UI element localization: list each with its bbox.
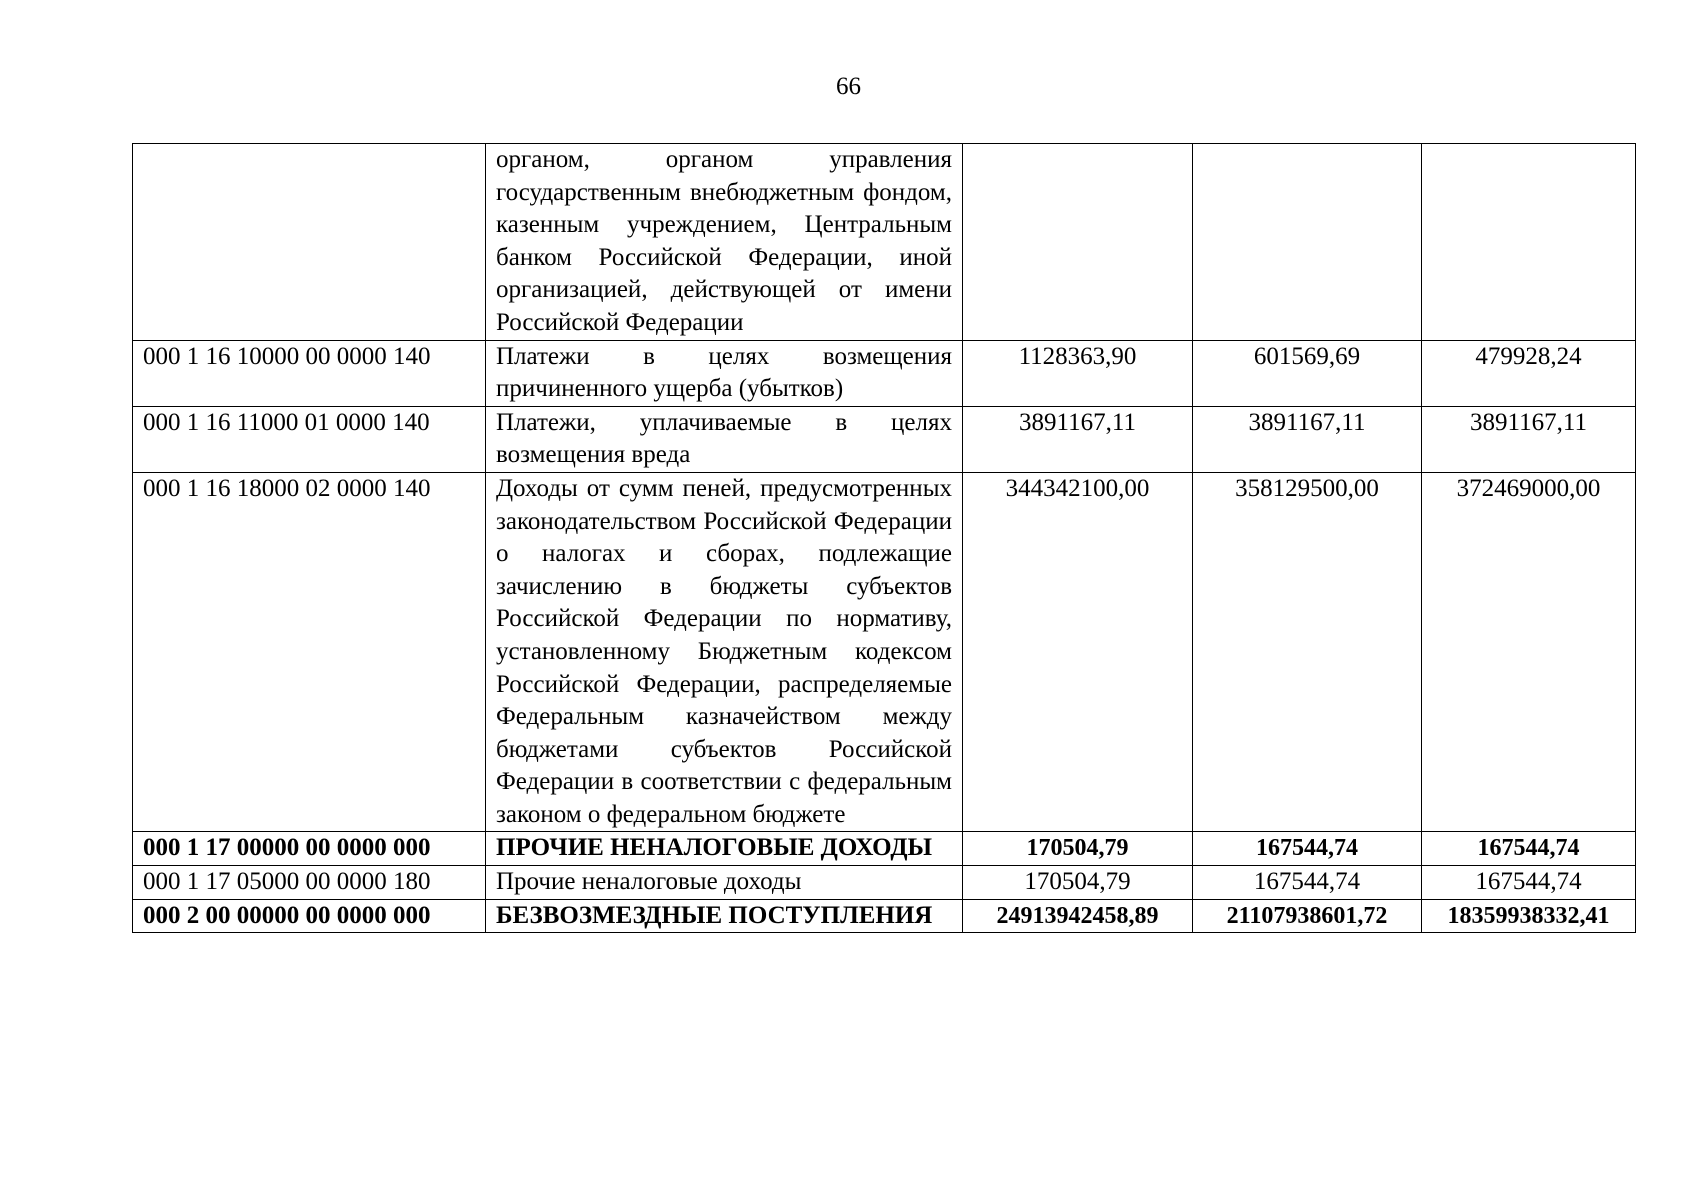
amount-year3-cell: 167544,74 bbox=[1422, 866, 1636, 900]
table-row bbox=[133, 144, 1636, 341]
amount-year1-cell: 170504,79 bbox=[963, 832, 1193, 866]
amount-year3-cell bbox=[1422, 144, 1636, 341]
table-row bbox=[133, 472, 1636, 832]
amount-year3-cell: 3891167,11 bbox=[1422, 406, 1636, 472]
amount-year3-cell: 18359938332,41 bbox=[1422, 899, 1636, 933]
amount-year3-cell: 372469000,00 bbox=[1422, 472, 1636, 832]
table-row bbox=[133, 406, 1636, 472]
amount-year1-cell: 24913942458,89 bbox=[963, 899, 1193, 933]
amount-year2-cell: 167544,74 bbox=[1193, 866, 1422, 900]
revenue-name-cell: Доходы от сумм пеней, предусмотренных законодательством Российской Федерации о налогах и сборах, подлежащие зачислению в бюджеты субъектов Российской Федерации по нормативу, установленному Бюджетным кодексом Российской Федерации, распределяемые Федеральным казначейством между бюджетами субъектов Российской Федерации в соответствии с федеральным законом о федеральном бюджете bbox=[486, 472, 963, 832]
revenue-name-cell: БЕЗВОЗМЕЗДНЫЕ ПОСТУПЛЕНИЯ bbox=[486, 899, 963, 933]
amount-year1-cell: 1128363,90 bbox=[963, 340, 1193, 406]
page-number: 66 bbox=[836, 73, 861, 100]
amount-year3-cell: 167544,74 bbox=[1422, 832, 1636, 866]
amount-year1-cell: 170504,79 bbox=[963, 866, 1193, 900]
budget-code-cell: 000 1 16 10000 00 0000 140 bbox=[133, 340, 486, 406]
revenue-name-cell: Прочие неналоговые доходы bbox=[486, 866, 963, 900]
revenue-name-cell: органом, органом управления государственным внебюджетным фондом, казенным учреждением, Центральным банком Российской Федерации, иной организацией, действующей от имени Российской Федерации bbox=[486, 144, 963, 341]
table-row-section-total bbox=[133, 899, 1636, 933]
amount-year2-cell: 167544,74 bbox=[1193, 832, 1422, 866]
amount-year1-cell: 344342100,00 bbox=[963, 472, 1193, 832]
amount-year3-cell: 479928,24 bbox=[1422, 340, 1636, 406]
table-row bbox=[133, 340, 1636, 406]
amount-year2-cell: 21107938601,72 bbox=[1193, 899, 1422, 933]
table-row bbox=[133, 866, 1636, 900]
budget-code-cell bbox=[133, 144, 486, 341]
amount-year2-cell: 358129500,00 bbox=[1193, 472, 1422, 832]
budget-code-cell: 000 1 16 18000 02 0000 140 bbox=[133, 472, 486, 832]
revenue-table bbox=[132, 143, 1636, 933]
revenue-name-cell: ПРОЧИЕ НЕНАЛОГОВЫЕ ДОХОДЫ bbox=[486, 832, 963, 866]
amount-year1-cell bbox=[963, 144, 1193, 341]
budget-code-cell: 000 1 17 05000 00 0000 180 bbox=[133, 866, 486, 900]
budget-code-cell: 000 2 00 00000 00 0000 000 bbox=[133, 899, 486, 933]
amount-year1-cell: 3891167,11 bbox=[963, 406, 1193, 472]
amount-year2-cell: 601569,69 bbox=[1193, 340, 1422, 406]
amount-year2-cell bbox=[1193, 144, 1422, 341]
budget-code-cell: 000 1 16 11000 01 0000 140 bbox=[133, 406, 486, 472]
revenue-name-cell: Платежи в целях возмещения причиненного ущерба (убытков) bbox=[486, 340, 963, 406]
revenue-name-cell: Платежи, уплачиваемые в целях возмещения вреда bbox=[486, 406, 963, 472]
table-row-section-total bbox=[133, 832, 1636, 866]
amount-year2-cell: 3891167,11 bbox=[1193, 406, 1422, 472]
budget-code-cell: 000 1 17 00000 00 0000 000 bbox=[133, 832, 486, 866]
